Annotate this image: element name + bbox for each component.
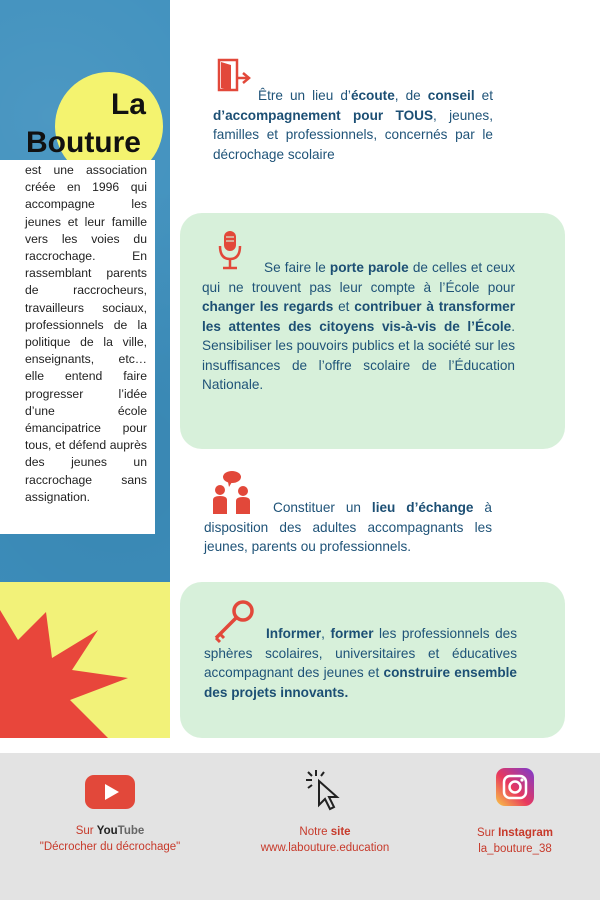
- mission-text-part: les professionnels des sphères scolaires, universitaires et éducatives accompagnant des jeunes et: [204, 626, 517, 680]
- mission-card-listening: [180, 40, 580, 200]
- website-url: www.labouture.education: [260, 842, 390, 854]
- youtube-icon: [84, 773, 136, 811]
- instagram-link[interactable]: [430, 767, 600, 857]
- mission-text-exchange: [204, 498, 492, 557]
- mission-text-part: ,: [321, 626, 331, 641]
- mission-text-part: Se faire le: [264, 260, 330, 275]
- website-link[interactable]: [235, 767, 415, 856]
- mission-highlight: lieu d’échange: [371, 500, 474, 515]
- footer: [0, 753, 600, 900]
- mission-text-spokesperson: [202, 258, 515, 395]
- mission-text-part: , jeunes, familles et professionnels, concernés par le décrochage scolaire: [213, 107, 493, 162]
- mission-card-exchange: [180, 462, 580, 572]
- title-line-1: La: [110, 88, 146, 121]
- title-line-2: Bouture: [26, 126, 141, 159]
- youtube-label: Sur YouTube: [75, 825, 145, 837]
- mission-highlight: Informer: [266, 626, 322, 641]
- left-yellow-panel: [0, 582, 170, 738]
- cursor-click-icon: [303, 767, 347, 811]
- mission-highlight: conseil: [427, 88, 475, 103]
- mission-text-part: Être un lieu d’: [258, 88, 351, 103]
- mission-highlight: former: [330, 626, 374, 641]
- mission-highlight: contribuer à transformer les attentes des citoyens vis-à-vis de l’École: [202, 299, 516, 334]
- youtube-channel-name: "Décrocher du décrochage": [39, 841, 181, 853]
- website-label: Notre site: [299, 826, 351, 838]
- red-starburst-icon: [0, 582, 170, 738]
- youtube-link[interactable]: [20, 773, 200, 855]
- mission-text-training: [204, 624, 517, 702]
- mission-text-part: , de: [394, 88, 428, 103]
- mission-card-spokesperson: [180, 213, 565, 449]
- mission-highlight: porte parole: [329, 260, 409, 275]
- page-title: [0, 86, 150, 162]
- instagram-label: Sur Instagram: [476, 827, 554, 839]
- mission-highlight: construire ensemble des projets innovants.: [204, 665, 517, 700]
- mission-highlight: écoute: [350, 88, 395, 103]
- mission-highlight: d’accompagnement pour TOUS: [213, 107, 434, 123]
- mission-highlight: changer les regards: [202, 299, 334, 314]
- mission-text-part: et: [474, 88, 493, 103]
- instagram-handle: la_bouture_38: [478, 843, 552, 855]
- mission-card-training: [180, 582, 565, 738]
- instagram-icon: [495, 767, 535, 807]
- mission-text-part: à disposition des adultes accompagnants les jeunes, parents ou professionnels.: [204, 500, 492, 554]
- intro-paragraph: est une association créée en 1996 qui accompagne les jeunes et leur famille vers les voies du raccrochage. En rassemblant parents de raccrocheurs, travailleurs sociaux, professionnels de la politique de la ville, enseignants, etc… elle entend faire progresser l’idée d’une école émancipatrice pour tous, et défend auprès des jeunes un raccrochage sans assignation.: [25, 163, 147, 504]
- mission-text-part: Constituer un: [273, 500, 372, 515]
- mission-text-listening: [213, 86, 493, 164]
- mission-text-part: de celles et ceux qui ne trouvent pas leur compte à l’École pour: [202, 260, 515, 295]
- mission-text-part: . Sensibiliser les pouvoirs publics et la société sur les insuffisances de l’offre scolaire de l’Éducation Nationale.: [202, 318, 515, 392]
- mission-text-part: et: [333, 299, 355, 314]
